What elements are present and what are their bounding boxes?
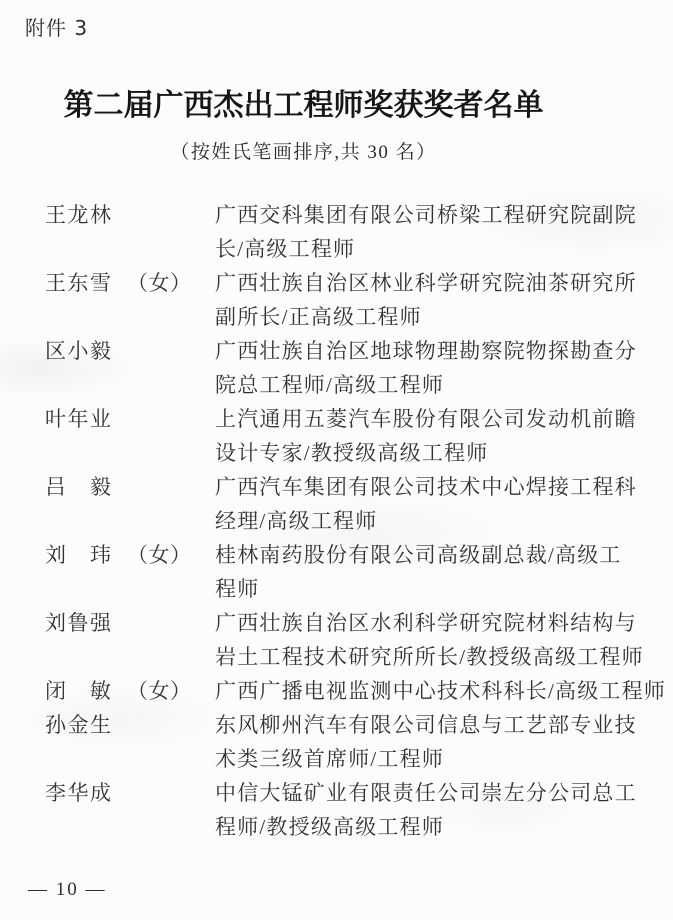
description-line: 程师/教授级高级工程师 (215, 815, 445, 839)
winner-description (215, 708, 637, 776)
description-line: 上汽通用五菱汽车股份有限公司发动机前瞻 (215, 407, 637, 431)
winner-row (45, 606, 673, 674)
description-line: 程师 (215, 577, 260, 601)
winner-name: 刘鲁强 (45, 611, 113, 635)
description-line: 广西广播电视监测中心技术科科长/高级工程师 (215, 679, 667, 703)
winner-gender: （女） (127, 543, 192, 567)
winner-name: 王龙林 (45, 203, 113, 227)
winner-description (215, 334, 637, 402)
winner-row (45, 266, 673, 334)
winner-row (45, 708, 673, 776)
description-line: 经理/高级工程师 (215, 509, 378, 533)
winner-description (215, 402, 637, 470)
description-line: 广西壮族自治区地球物理勘察院物探勘查分 (215, 339, 637, 363)
page-title: 第二届广西杰出工程师奖获奖者名单 (63, 89, 544, 122)
description-line: 岩土工程技术研究所所长/教授级高级工程师 (215, 645, 644, 669)
winner-description (215, 776, 637, 844)
description-line: 广西壮族自治区林业科学研究院油茶研究所 (215, 271, 637, 295)
winner-row (45, 776, 673, 844)
winner-description (215, 266, 637, 334)
winner-description (215, 470, 637, 538)
page-subtitle: （按姓氏笔画排序,共 30 名） (170, 142, 437, 163)
winner-name: 王东雪 (45, 271, 113, 295)
winners-list (45, 198, 673, 844)
description-line: 院总工程师/高级工程师 (215, 373, 445, 397)
winner-name: 孙金生 (45, 713, 113, 737)
description-line: 广西汽车集团有限公司技术中心焊接工程科 (215, 475, 637, 499)
winner-row (45, 538, 673, 606)
winner-description (215, 606, 644, 674)
description-line: 长/高级工程师 (215, 237, 356, 261)
description-line: 中信大锰矿业有限责任公司崇左分公司总工 (215, 781, 637, 805)
attachment-label: 附件 3 (25, 16, 89, 40)
winner-name: 区小毅 (45, 339, 113, 363)
description-line: 副所长/正高级工程师 (215, 305, 422, 329)
winner-gender: （女） (127, 679, 192, 703)
winner-row (45, 674, 673, 708)
winner-name: 闭 敏 (45, 679, 113, 703)
description-line: 术类三级首席师/工程师 (215, 747, 445, 771)
winner-gender: （女） (127, 271, 192, 295)
winner-row (45, 402, 673, 470)
winner-name: 吕 毅 (45, 475, 113, 499)
winner-description (215, 538, 622, 606)
description-line: 东风柳州汽车有限公司信息与工艺部专业技 (215, 713, 637, 737)
winner-name: 叶年业 (45, 407, 113, 431)
winner-name: 李华成 (45, 781, 113, 805)
winner-row (45, 198, 673, 266)
winner-row (45, 334, 673, 402)
description-line: 设计专家/教授级高级工程师 (215, 441, 489, 465)
description-line: 广西壮族自治区水利科学研究院材料结构与 (215, 611, 637, 635)
winner-description (215, 674, 666, 708)
description-line: 桂林南药股份有限公司高级副总裁/高级工 (215, 543, 622, 567)
winner-row (45, 470, 673, 538)
description-line: 广西交科集团有限公司桥梁工程研究院副院 (215, 203, 637, 227)
page-number: — 10 — (28, 879, 107, 900)
winner-name: 刘 玮 (45, 543, 113, 567)
winner-description (215, 198, 637, 266)
